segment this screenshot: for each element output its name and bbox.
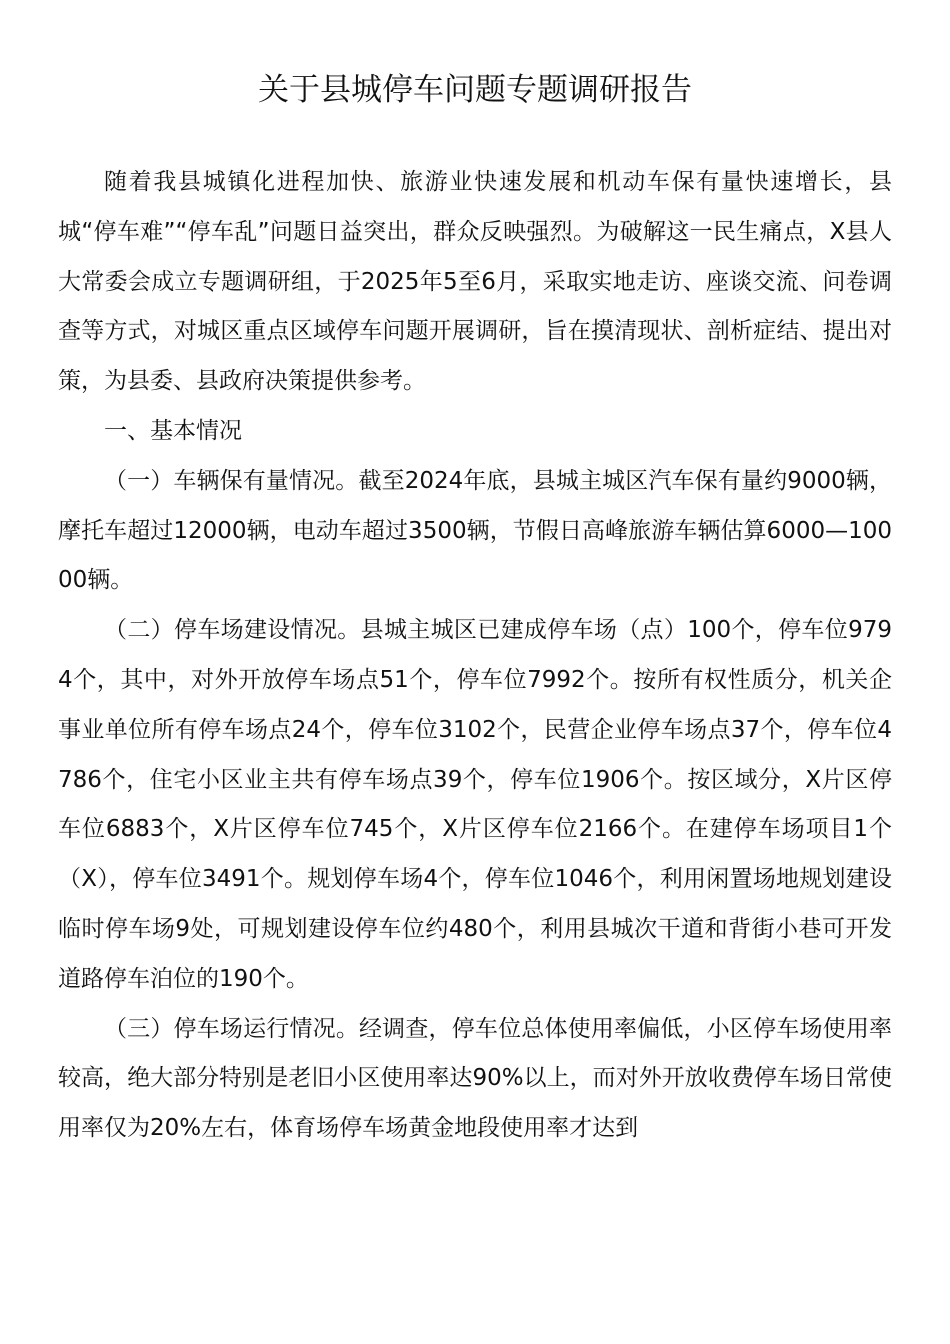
paragraph-parking-construction: （二）停车场建设情况。县城主城区已建成停车场（点）100个，停车位9794个，其中，对外开放停车场点51个，停车位7992个。按所有权性质分，机关企事业单位所有停车场点24个，停车位3102个，民营企业停车场点37个，停车位4786个，住宅小区业主共有停车场点39个，停车位1906个。按区域分，X片区停车位6883个，X片区停车位745个，X片区停车位2166个。在建停车场项目1个（X），停车位3491个。规划停车场4个，停车位1046个，利用闲置场地规划建设临时停车场9处，可规划建设停车位约480个，利用县城次干道和背街小巷可开发道路停车泊位的190个。 xyxy=(58,617,892,992)
document-title: 关于县城停车问题专题调研报告 xyxy=(258,72,692,108)
paragraph-intro: 随着我县城镇化进程加快、旅游业快速发展和机动车保有量快速增长，县城“停车难”“停车乱”问题日益突出，群众反映强烈。为破解这一民生痛点，X县人大常委会成立专题调研组，于2025年5至6月，采取实地走访、座谈交流、问卷调查等方式，对城区重点区域停车问题开展调研，旨在摸清现状、剖析症结、提出对策，为县委、县政府决策提供参考。 xyxy=(58,169,892,395)
document-page xyxy=(58,62,892,1154)
paragraph-parking-operation: （三）停车场运行情况。经调查，停车位总体使用率偏低，小区停车场使用率较高，绝大部分特别是老旧小区使用率达90%以上，而对外开放收费停车场日常使用率仅为20%左右，体育场停车场黄金地段使用率才达到 xyxy=(58,1015,892,1142)
section-heading-basic-situation: 一、基本情况 xyxy=(104,417,242,444)
paragraph-vehicle-ownership: （一）车辆保有量情况。截至2024年底，县城主城区汽车保有量约9000辆，摩托车超过12000辆，电动车超过3500辆，节假日高峰旅游车辆估算6000—10000辆。 xyxy=(58,467,892,594)
